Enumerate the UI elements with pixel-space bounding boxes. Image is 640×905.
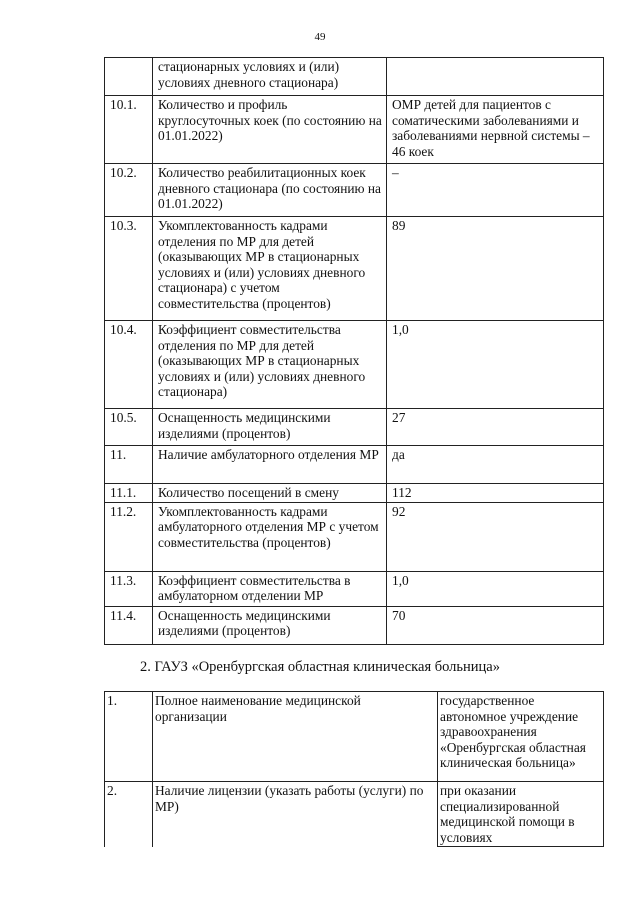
row-number: 10.2. xyxy=(105,164,153,217)
rehabilitation-indicators-table xyxy=(104,57,604,645)
table-row xyxy=(105,446,604,484)
organization-info-table xyxy=(104,691,604,847)
table-row xyxy=(105,782,604,847)
row-value: ОМР детей для пациентов с соматическими заболеваниями и заболеваниями нервной системы – 46 коек xyxy=(387,96,604,164)
row-number xyxy=(105,58,153,96)
row-label: Количество и профиль круглосуточных коек (по состоянию на 01.01.2022) xyxy=(153,96,387,164)
row-label: Оснащенность медицинскими изделиями (процентов) xyxy=(153,606,387,644)
table-row xyxy=(105,484,604,503)
row-value: 92 xyxy=(387,502,604,571)
row-label: Количество посещений в смену xyxy=(153,484,387,503)
row-number: 10.3. xyxy=(105,217,153,321)
row-number: 11. xyxy=(105,446,153,484)
row-label: Оснащенность медицинскими изделиями (процентов) xyxy=(153,409,387,446)
table-row xyxy=(105,502,604,571)
table-row xyxy=(105,164,604,217)
table-row xyxy=(105,217,604,321)
row-label: Укомплектованность кадрами отделения по МР для детей (оказывающих МР в стационарных условиях и (или) условиях дневного стационара) с учетом совместительства (процентов) xyxy=(153,217,387,321)
table-row xyxy=(105,321,604,409)
row-value: – xyxy=(387,164,604,217)
row-value: 27 xyxy=(387,409,604,446)
row-label: Полное наименование медицинской организации xyxy=(153,692,438,782)
row-label: Наличие амбулаторного отделения МР xyxy=(153,446,387,484)
table-row xyxy=(105,571,604,606)
section-heading: 2. ГАУЗ «Оренбургская областная клиническая больница» xyxy=(140,659,500,675)
row-value: 1,0 xyxy=(387,571,604,606)
row-number: 10.5. xyxy=(105,409,153,446)
page-number: 49 xyxy=(314,31,326,43)
row-label: Количество реабилитационных коек дневного стационара (по состоянию на 01.01.2022) xyxy=(153,164,387,217)
row-value: 70 xyxy=(387,606,604,644)
row-value: 112 xyxy=(387,484,604,503)
row-label: Укомплектованность кадрами амбулаторного отделения МР с учетом совместительства (процентов) xyxy=(153,502,387,571)
row-value xyxy=(387,58,604,96)
row-label: стационарных условиях и (или) условиях дневного стационара) xyxy=(153,58,387,96)
table-row xyxy=(105,692,604,782)
row-number: 1. xyxy=(105,692,153,782)
row-value: 1,0 xyxy=(387,321,604,409)
row-number: 11.2. xyxy=(105,502,153,571)
row-number: 10.1. xyxy=(105,96,153,164)
table-row xyxy=(105,606,604,644)
table-row xyxy=(105,58,604,96)
row-value: при оказании специализированной медицинской помощи в условиях xyxy=(438,782,604,847)
row-number: 2. xyxy=(105,782,153,847)
row-label: Коэффициент совместительства отделения по МР для детей (оказывающих МР в стационарных условиях и (или) условиях дневного стационара) xyxy=(153,321,387,409)
row-number: 10.4. xyxy=(105,321,153,409)
row-number: 11.1. xyxy=(105,484,153,503)
row-label: Наличие лицензии (указать работы (услуги) по МР) xyxy=(153,782,438,847)
row-number: 11.4. xyxy=(105,606,153,644)
row-value: государственное автономное учреждение здравоохранения «Оренбургская областная клиническая больница» xyxy=(438,692,604,782)
row-value: да xyxy=(387,446,604,484)
row-label: Коэффициент совместительства в амбулаторном отделении МР xyxy=(153,571,387,606)
row-value: 89 xyxy=(387,217,604,321)
table-row xyxy=(105,409,604,446)
table-row xyxy=(105,96,604,164)
row-number: 11.3. xyxy=(105,571,153,606)
